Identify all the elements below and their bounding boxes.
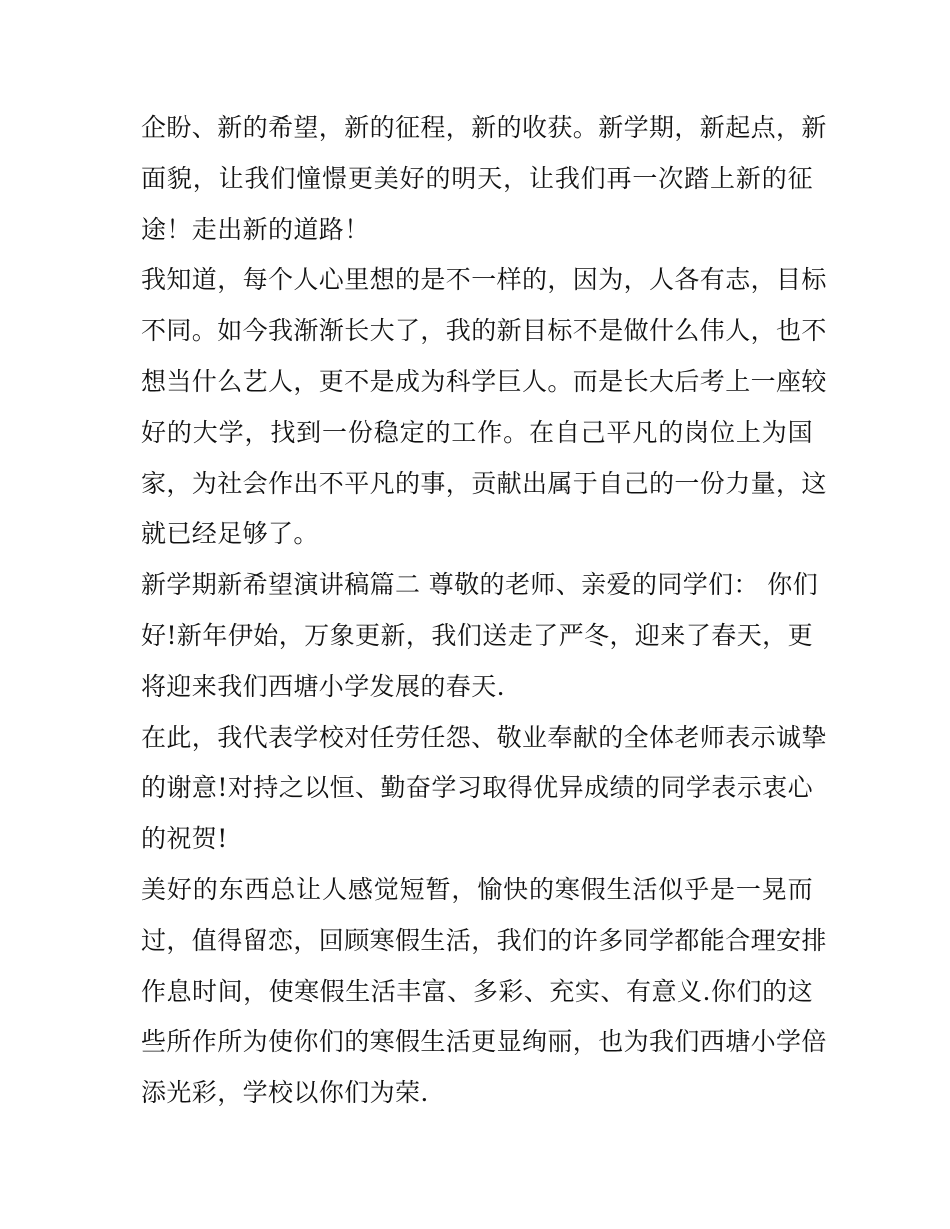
- paragraph-4: [141, 713, 827, 865]
- text-line: 面貌，让我们憧憬更美好的明天，让我们再一次踏上新的征: [141, 163, 813, 193]
- text-line: 想当什么艺人，更不是成为科学巨人。而是长大后考上一座较: [141, 366, 827, 396]
- text-line: 在此，我代表学校对任劳任怨、敬业奉献的全体老师表示诚挚: [141, 722, 827, 752]
- paragraph-5: [141, 865, 827, 1119]
- text-line: 企盼、新的希望，新的征程，新的收获。新学期，新起点，新: [141, 113, 827, 142]
- paragraph-2: [141, 255, 827, 560]
- text-line: 过，值得留恋，回顾寒假生活，我们的许多同学都能合理安排: [141, 925, 827, 955]
- text-line: 好的大学，找到一份稳定的工作。在自己平凡的岗位上为国: [141, 417, 813, 447]
- text-line: 些所作所为使你们的寒假生活更显绚丽，也为我们西塘小学倍: [141, 1027, 827, 1057]
- text-line: 就已经足够了。: [141, 519, 319, 549]
- text-line: 新学期新希望演讲稿篇二 尊敬的老师、亲爱的同学们： 你们: [141, 570, 819, 600]
- paragraph-1: [141, 103, 827, 255]
- text-line: 将迎来我们西塘小学发展的春天.: [141, 671, 505, 701]
- document-body: [141, 103, 827, 1119]
- text-line: 我知道，每个人心里想的是不一样的，因为，人各有志，目标: [141, 265, 827, 295]
- paragraph-3: [141, 560, 819, 712]
- text-line: 作息时间，使寒假生活丰富、多彩、充实、有意义.你们的这: [141, 976, 813, 1006]
- text-line: 不同。如今我渐渐长大了，我的新目标不是做什么伟人，也不: [141, 316, 827, 346]
- text-line: 途！走出新的道路！: [141, 214, 370, 244]
- text-line: 美好的东西总让人感觉短暂，愉快的寒假生活似乎是一晃而: [141, 874, 813, 904]
- text-line: 添光彩，学校以你们为荣.: [141, 1078, 429, 1108]
- text-line: 好!新年伊始，万象更新，我们送走了严冬，迎来了春天，更: [141, 620, 813, 650]
- text-line: 的谢意!对持之以恒、勤奋学习取得优异成绩的同学表示衷心: [141, 773, 813, 803]
- text-line: 家，为社会作出不平凡的事，贡献出属于自己的一份力量，这: [141, 468, 827, 498]
- text-line: 的祝贺!: [141, 824, 228, 854]
